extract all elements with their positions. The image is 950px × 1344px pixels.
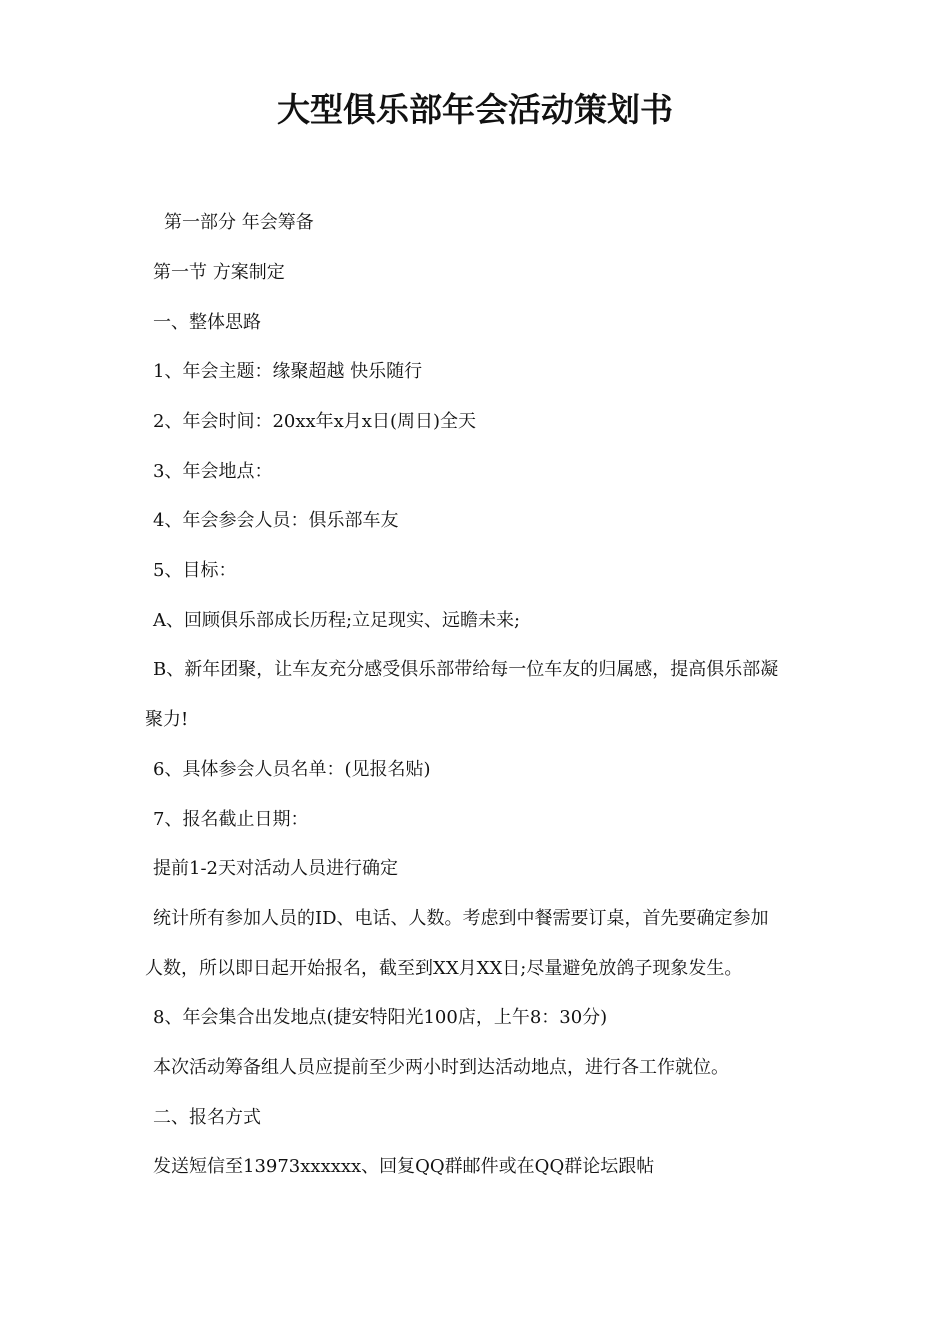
list-item: 3、年会地点： <box>153 461 273 482</box>
list-item: 5、目标： <box>153 560 237 581</box>
document-title: 大型俱乐部年会活动策划书 <box>277 90 673 129</box>
list-item: 2、年会时间：20xx年x月x日(周日)全天 <box>153 411 477 432</box>
body-paragraph: 提前1-2天对活动人员进行确定 <box>153 858 398 879</box>
list-item: 8、年会集合出发地点(捷安特阳光100店，上午8：30分) <box>153 1007 608 1028</box>
goal-item-continuation: 聚力! <box>145 709 189 730</box>
subsection-heading: 二、报名方式 <box>153 1107 261 1128</box>
list-item: 1、年会主题：缘聚超越 快乐随行 <box>153 361 423 382</box>
body-paragraph: 统计所有参加人员的ID、电话、人数。考虑到中餐需要订桌，首先要确定参加 <box>153 908 769 929</box>
subsection-heading: 一、整体思路 <box>153 312 261 333</box>
list-item: 6、具体参会人员名单：(见报名贴) <box>153 759 431 780</box>
list-item: 4、年会参会人员：俱乐部车友 <box>153 510 399 531</box>
goal-item: A、回顾俱乐部成长历程;立足现实、远瞻未来; <box>153 610 521 631</box>
part-heading: 第一部分 年会筹备 <box>164 212 314 233</box>
body-paragraph: 本次活动筹备组人员应提前至少两小时到达活动地点，进行各工作就位。 <box>153 1057 729 1078</box>
list-item: 7、报名截止日期： <box>153 809 309 830</box>
body-paragraph-continuation: 人数，所以即日起开始报名，截至到XX月XX日;尽量避免放鸽子现象发生。 <box>145 958 743 979</box>
section-heading: 第一节 方案制定 <box>153 262 285 283</box>
goal-item: B、新年团聚，让车友充分感受俱乐部带给每一位车友的归属感，提高俱乐部凝 <box>153 659 779 680</box>
body-paragraph: 发送短信至13973xxxxxx、回复QQ群邮件或在QQ群论坛跟帖 <box>153 1156 655 1177</box>
